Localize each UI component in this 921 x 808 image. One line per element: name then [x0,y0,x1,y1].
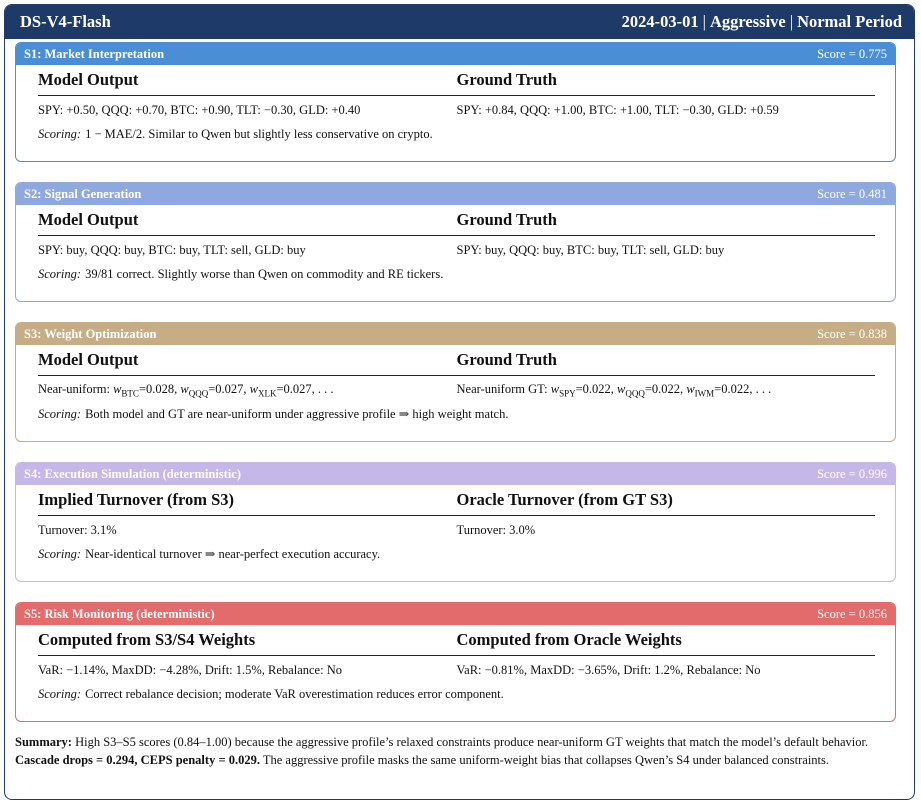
stage-s1-card [15,42,896,162]
stage-score: Score = 0.996 [817,466,887,481]
right-column-header: Oracle Turnover (from GT S3) [456,490,673,509]
left-value: SPY: +0.50, QQQ: +0.70, BTC: +0.90, TLT: −0.30, GLD: +0.40 [38,102,361,117]
scoring-note [38,124,873,144]
stage-header [16,43,895,65]
left-prefix: Near-uniform: [38,381,114,396]
scoring-label: Scoring: [38,266,82,281]
right-column-header: Ground Truth [456,350,557,369]
header-profile: Aggressive [709,12,786,31]
stage-title: S2: Signal Generation [24,186,142,201]
scoring-text: Correct rebalance decision; moderate VaR overestimation reduces error component. [85,686,504,701]
scoring-text: 1 − MAE/2. Similar to Qwen but slightly less conservative on crypto. [85,126,433,141]
weight-value: =0.027, [208,381,250,396]
value-row [38,656,875,684]
weight-symbol: w [180,381,189,396]
page-title: DS-V4-Flash [20,12,111,31]
stage-s4-card [15,462,896,582]
right-value: SPY: buy, QQQ: buy, BTC: buy, TLT: sell, GLD: buy [456,242,725,257]
weight-ticker: SPY [559,388,576,399]
left-value: VaR: −1.14%, MaxDD: −4.28%, Drift: 1.5%, Rebalance: No [38,662,342,677]
value-row [38,516,875,544]
right-column-header: Computed from Oracle Weights [456,630,682,649]
left-column-header: Computed from S3/S4 Weights [38,630,256,649]
weight-symbol: w [249,381,258,396]
weight-ticker: IWM [694,388,715,399]
weight-ticker: BTC [121,388,139,399]
weight-symbol: w [686,381,695,396]
right-value [457,382,876,399]
weight-symbol: w [550,381,560,396]
right-column-header: Ground Truth [456,210,557,229]
scoring-note [38,544,873,564]
stage-s2-card [15,182,896,302]
weight-ticker: QQQ [188,388,209,399]
header-separator: | [702,12,706,31]
column-headers [38,345,875,376]
stage-title: S5: Risk Monitoring (deterministic) [24,606,215,621]
weight-ticker: XLK [258,388,277,399]
right-column-header: Ground Truth [456,70,557,89]
scoring-note [38,404,873,424]
stage-score: Score = 0.838 [817,326,887,341]
stage-title: S1: Market Interpretation [24,46,165,61]
summary-label: Summary: [15,735,72,749]
right-prefix: Near-uniform GT: [456,381,551,396]
header-date: 2024-03-01 [621,12,699,31]
stage-header [16,183,895,205]
weight-value: =0.022, [575,381,618,396]
value-row [38,236,875,264]
stage-header [16,603,895,625]
scoring-text: Near-identical turnover ⇒ near-perfect execution accuracy. [85,547,381,561]
scoring-label: Scoring: [38,126,82,141]
column-headers [38,205,875,236]
scoring-text: Both model and GT are near-uniform under aggressive profile ⇒ high weight match. [85,407,509,421]
left-value [38,382,457,399]
header-bar [5,5,914,39]
scoring-label: Scoring: [38,406,82,421]
left-column-header: Model Output [38,70,139,89]
column-headers [38,485,875,516]
stage-header [16,323,895,345]
weight-symbol: w [617,381,626,396]
summary-highlight: Cascade drops = 0.294, CEPS penalty = 0.029. [15,753,260,767]
scoring-label: Scoring: [38,686,82,701]
weight-value: =0.027, . . . [276,381,334,396]
scoring-note [38,684,873,704]
scoring-note [38,264,873,284]
scoring-text: 39/81 correct. Slightly worse than Qwen on commodity and RE tickers. [85,266,444,281]
left-value: SPY: buy, QQQ: buy, BTC: buy, TLT: sell, GLD: buy [38,242,306,257]
right-value: VaR: −0.81%, MaxDD: −3.65%, Drift: 1.2%, Rebalance: No [456,662,761,677]
stage-score: Score = 0.481 [817,186,887,201]
stage-score: Score = 0.775 [817,46,887,61]
column-headers [38,625,875,656]
right-value: SPY: +0.84, QQQ: +1.00, BTC: +1.00, TLT: −0.30, GLD: +0.59 [456,102,779,117]
weight-symbol: w [113,381,122,396]
stage-title: S3: Weight Optimization [24,326,157,341]
weight-ticker: QQQ [625,388,645,399]
weight-value: =0.022, . . . [714,381,772,396]
stage-title: S4: Execution Simulation (deterministic) [24,466,242,481]
weight-value: =0.022, [644,381,687,396]
scoring-label: Scoring: [38,546,82,561]
left-column-header: Implied Turnover (from S3) [38,490,235,509]
value-row [38,376,875,404]
left-column-header: Model Output [38,210,139,229]
header-meta [622,12,902,32]
summary-text: The aggressive profile masks the same uniform-weight bias that collapses Qwen’s S4 under balanced constraints. [259,753,830,767]
right-value: Turnover: 3.0% [456,522,536,537]
left-value: Turnover: 3.1% [38,522,117,537]
stage-header [16,463,895,485]
value-row [38,96,875,124]
left-column-header: Model Output [38,350,139,369]
header-separator: | [789,12,794,31]
stage-s3-card [15,322,896,442]
summary-paragraph [15,733,895,769]
stage-s5-card [15,602,896,722]
weight-value: =0.028, [138,381,181,396]
summary-text: High S3–S5 scores (0.84–1.00) because the aggressive profile’s relaxed constraints produce near-uniform GT weights that match the model’s default behavior. [71,735,869,749]
stage-score: Score = 0.856 [817,606,887,621]
column-headers [38,65,875,96]
header-period: Normal Period [797,12,902,31]
